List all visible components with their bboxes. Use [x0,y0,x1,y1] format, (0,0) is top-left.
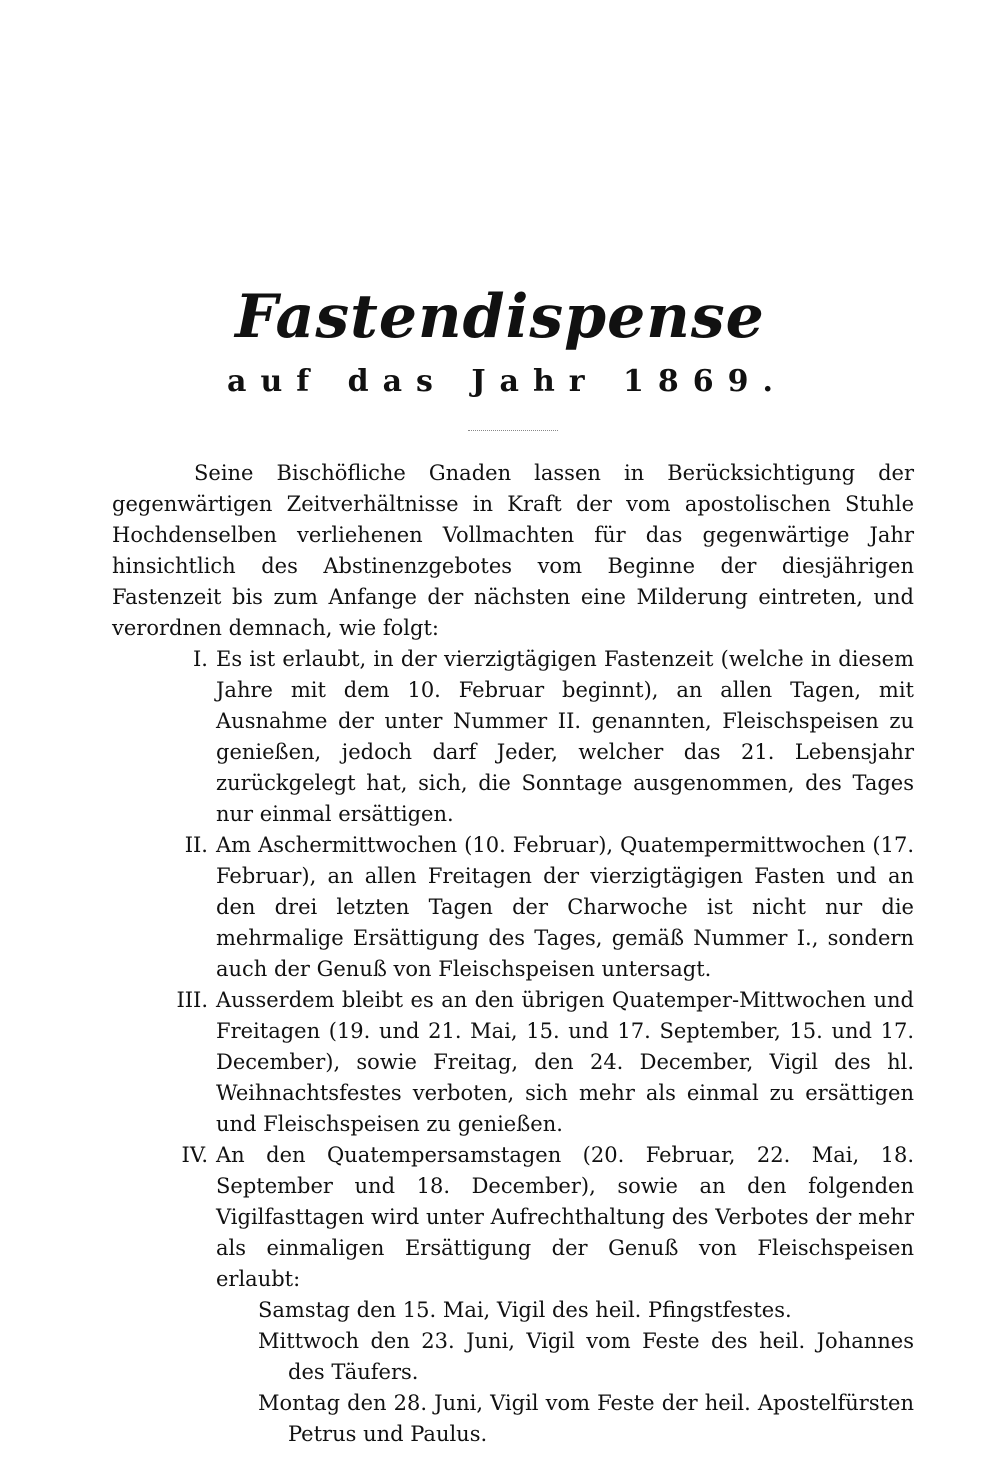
list-item [112,644,914,830]
item-text: Am Aschermittwochen (10. Februar), Quatempermittwochen (17. Februar), an allen Freitagen der vierzigtägigen Fasten und an den drei letzten Tagen der Charwoche ist nicht nur die mehrmalige Ersättigung des Tages, gemäß Nummer I., sondern auch der Genuß von Fleischspeisen untersagt. [216,833,914,981]
vigil-item: Samstag den 15. Mai, Vigil des heil. Pfingstfestes. [258,1298,792,1322]
vigil-item: Mittwoch den 23. Juni, Vigil vom Feste des heil. Johannes des Täufers. [258,1329,914,1384]
item-text: Ausserdem bleibt es an den übrigen Quatemper-Mittwochen und Freitagen (19. und 21. Mai, 15. und 17. September, 15. und 17. December), sowie Freitag, den 24. December, Vigil des hl. Weihnachtsfestes verboten, sich mehr als einmal zu ersättigen und Fleischspeisen zu genießen. [216,988,914,1136]
vigil-list [112,1295,914,1450]
item-number: III. [176,988,208,1012]
list-item [112,985,914,1140]
page-subtitle: auf das Jahr 1869. [227,364,787,399]
item-number: IV. [181,1143,208,1167]
item-text: Es ist erlaubt, in der vierzigtägigen Fastenzeit (welche in diesem Jahre mit dem 10. Februar beginnt), an allen Tagen, mit Ausnahme der unter Nummer II. genannten, Fleischspeisen zu genießen, jedoch darf Jeder, welcher das 21. Lebensjahr zurückgelegt hat, sich, die Sonntage ausgenommen, des Tages nur einmal ersättigen. [216,647,914,826]
list-item [112,830,914,985]
intro-paragraph: Seine Bischöfliche Gnaden lassen in Berücksichtigung der gegenwärtigen Zeitverhältnisse in Kraft der vom apostolischen Stuhle Hochdenselben verliehenen Vollmachten für das gegenwärtige Jahr hinsichtlich des Abstinenzgebotes vom Beginne der diesjährigen Fastenzeit bis zum Anfange der nächsten eine Milderung eintreten, und verordnen demnach, wie folgt: [112,461,914,640]
item-number: II. [184,833,208,857]
item-text: An den Quatempersamstagen (20. Februar, 22. Mai, 18. September und 18. December), sowie an den folgenden Vigilfasttagen wird unter Aufrechthaltung des Verbotes der mehr als einmaligen Ersättigung der Genuß von Fleischspeisen erlaubt: [216,1143,914,1291]
vigil-item: Montag den 28. Juni, Vigil vom Feste der heil. Apostelfürsten Petrus und Paulus. [258,1391,914,1446]
ornament-divider [468,430,558,434]
page-title: Fastendispense [235,282,765,352]
body-text [112,458,914,1450]
list-item [112,1140,914,1295]
item-number: I. [193,647,208,671]
